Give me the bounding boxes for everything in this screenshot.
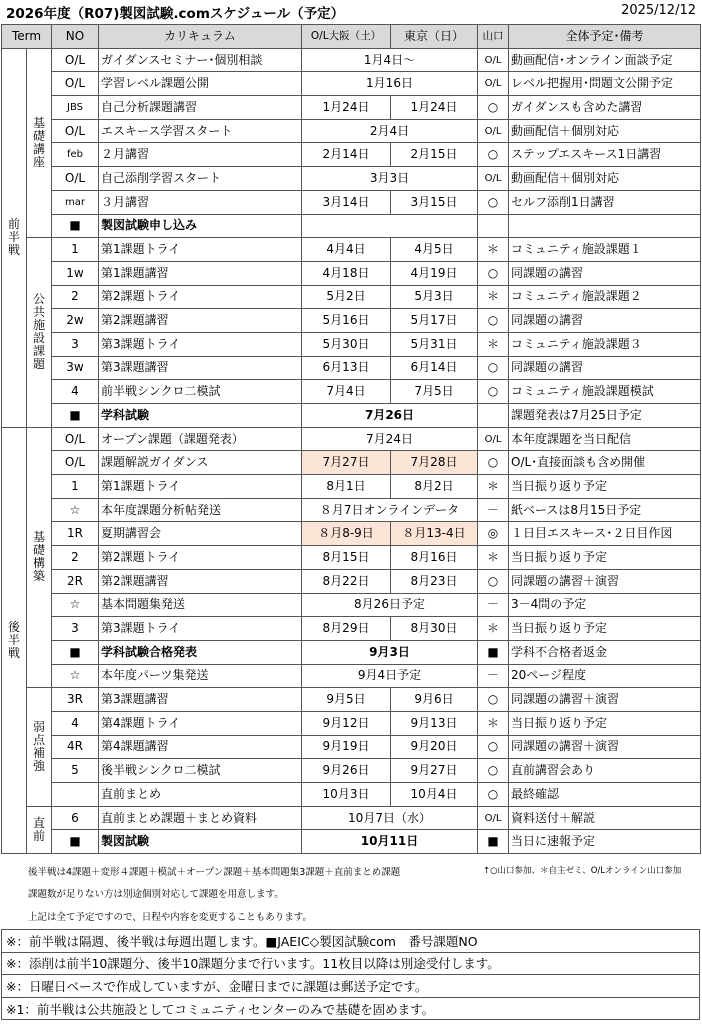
table-row	[2, 356, 701, 380]
row-no	[52, 783, 99, 807]
row-curriculum: 第3課題講習	[99, 688, 302, 712]
row-no: 2	[52, 546, 99, 570]
row-no: 3R	[52, 688, 99, 712]
row-date-osaka: 9月26日	[302, 759, 391, 783]
row-date-osaka: 10月3日	[302, 783, 391, 807]
row-curriculum: 製図試験	[99, 830, 302, 854]
row-remarks: 20ページ程度	[509, 664, 701, 688]
table-row	[2, 332, 701, 356]
footnote-1: ※：前半戦は隔週、後半戦は毎週出題します。■JAEIC◇製図試験com 番号課題NO	[2, 930, 700, 953]
row-date-span: 10月7日（水）	[302, 806, 478, 830]
row-curriculum: 前半戦シンクロ二模試	[99, 380, 302, 404]
row-curriculum: 第1課題トライ	[99, 475, 302, 499]
row-yamaguchi: O/L	[478, 427, 509, 451]
row-yamaguchi: ○	[478, 380, 509, 404]
row-date-span: 1月16日	[302, 72, 478, 96]
row-date-tokyo: 5月17日	[391, 309, 478, 333]
row-remarks: 動画配信･オンライン面談予定	[509, 48, 701, 72]
row-curriculum: 第2課題講習	[99, 569, 302, 593]
row-date-tokyo: 10月4日	[391, 783, 478, 807]
row-curriculum: 第2課題トライ	[99, 546, 302, 570]
page-title: 2026年度（R07)製図試験.comスケジュール（予定）	[6, 6, 345, 22]
row-date-tokyo: 3月15日	[391, 190, 478, 214]
row-date-span: ８月7日オンラインデータ	[302, 498, 478, 522]
row-date-tokyo: 8月16日	[391, 546, 478, 570]
row-remarks: コミュニティ施設課題３	[509, 332, 701, 356]
row-date-tokyo: 6月14日	[391, 356, 478, 380]
row-curriculum: 課題解説ガイダンス	[99, 451, 302, 475]
row-remarks: 当日振り返り予定	[509, 711, 701, 735]
table-row	[2, 593, 701, 617]
row-date-tokyo: 8月30日	[391, 617, 478, 641]
row-date-osaka: 8月22日	[302, 569, 391, 593]
row-date-tokyo: 5月3日	[391, 285, 478, 309]
table-row	[2, 96, 701, 120]
table-header	[2, 25, 701, 49]
row-yamaguchi: ■	[478, 640, 509, 664]
row-date-osaka: 5月16日	[302, 309, 391, 333]
row-no: mar	[52, 190, 99, 214]
row-date-osaka: 9月5日	[302, 688, 391, 712]
row-no: 1	[52, 475, 99, 499]
row-date-tokyo: 9月13日	[391, 711, 478, 735]
section-jakuten: 弱 点 補 強	[27, 688, 52, 806]
row-date-osaka: 1月24日	[302, 96, 391, 120]
row-remarks: １日目エスキース･２日目作図	[509, 522, 701, 546]
row-date-span: 10月11日	[302, 830, 478, 854]
row-date-osaka: 4月18日	[302, 261, 391, 285]
table-row	[2, 285, 701, 309]
row-remarks: 当日振り返り予定	[509, 475, 701, 499]
note-individual: 課題数が足りない方は別途個別対応して課題を用意します。	[28, 889, 284, 900]
row-curriculum: 第4課題講習	[99, 735, 302, 759]
table-row	[2, 735, 701, 759]
row-curriculum: 自己添削学習スタート	[99, 167, 302, 191]
table-row	[2, 806, 701, 830]
row-curriculum: 直前まとめ課題＋まとめ資料	[99, 806, 302, 830]
row-curriculum: エスキース学習スタート	[99, 119, 302, 143]
row-date-osaka: 4月4日	[302, 238, 391, 262]
row-date-osaka: 3月14日	[302, 190, 391, 214]
row-no: ■	[52, 214, 99, 238]
table-row	[2, 498, 701, 522]
note-legend: ↑○山口参加、＊自主ゼミ、O/Lオンライン山口参加	[483, 866, 682, 876]
note-change: 上記は全て予定ですので、日程や内容を変更することもあります。	[28, 912, 313, 923]
row-yamaguchi: ○	[478, 451, 509, 475]
row-date-span: 9月4日予定	[302, 664, 478, 688]
issue-date: 2025/12/12	[621, 3, 696, 18]
note-tasks: 後半戦は4課題＋変形４課題＋模試＋オープン課題＋基本問題集3課題＋直前まとめ課題	[28, 867, 401, 878]
row-yamaguchi: O/L	[478, 167, 509, 191]
row-no: 2R	[52, 569, 99, 593]
row-curriculum: 直前まとめ	[99, 783, 302, 807]
table-row	[2, 830, 701, 854]
row-yamaguchi: ○	[478, 759, 509, 783]
row-no: 4	[52, 380, 99, 404]
row-yamaguchi	[478, 214, 509, 238]
table-row	[2, 759, 701, 783]
row-remarks: 当日に速報予定	[509, 830, 701, 854]
row-yamaguchi: ＊	[478, 475, 509, 499]
row-curriculum: 後半戦シンクロ二模試	[99, 759, 302, 783]
row-curriculum: 第3課題トライ	[99, 332, 302, 356]
row-date-osaka: 2月14日	[302, 143, 391, 167]
header	[0, 0, 702, 24]
row-date-osaka: 6月13日	[302, 356, 391, 380]
row-remarks: 学科不合格者返金	[509, 640, 701, 664]
row-date-tokyo: 9月20日	[391, 735, 478, 759]
row-remarks: 資料送付＋解説	[509, 806, 701, 830]
table-row	[2, 664, 701, 688]
row-yamaguchi: ○	[478, 190, 509, 214]
table-row	[2, 451, 701, 475]
row-yamaguchi: ＊	[478, 546, 509, 570]
table-row	[2, 119, 701, 143]
row-yamaguchi: ＊	[478, 332, 509, 356]
row-remarks: 本年度課題を当日配信	[509, 427, 701, 451]
row-date-tokyo: ８月13-4日	[391, 522, 478, 546]
section-kiso-kochiku: 基 礎 構 築	[27, 427, 52, 688]
row-date-tokyo: 9月6日	[391, 688, 478, 712]
table-row	[2, 261, 701, 285]
table-row	[2, 427, 701, 451]
table-row	[2, 238, 701, 262]
row-date-osaka: 7月4日	[302, 380, 391, 404]
row-curriculum: オープン課題（課題発表）	[99, 427, 302, 451]
row-curriculum: 第1課題講習	[99, 261, 302, 285]
row-curriculum: 学習レベル課題公開	[99, 72, 302, 96]
row-yamaguchi: －	[478, 498, 509, 522]
row-date-span: 8月26日予定	[302, 593, 478, 617]
row-yamaguchi: O/L	[478, 72, 509, 96]
row-curriculum: 第2課題講習	[99, 309, 302, 333]
footnote-3: ※：日曜日ベースで作成していますが、金曜日までに課題は郵送予定です。	[2, 975, 700, 998]
row-remarks: 当日振り返り予定	[509, 546, 701, 570]
row-date-tokyo: 5月31日	[391, 332, 478, 356]
row-remarks: 課題発表は7月25日予定	[509, 404, 701, 428]
row-date-tokyo: 9月27日	[391, 759, 478, 783]
row-yamaguchi: O/L	[478, 48, 509, 72]
table-row	[2, 380, 701, 404]
row-remarks: セルフ添削1日講習	[509, 190, 701, 214]
row-no: 1R	[52, 522, 99, 546]
row-remarks: 同課題の講習	[509, 309, 701, 333]
row-remarks: コミュニティ施設課題１	[509, 238, 701, 262]
row-no: 4R	[52, 735, 99, 759]
section-kokyo: 公 共 施 設 課 題	[27, 238, 52, 428]
table-row	[2, 617, 701, 641]
row-date-tokyo: 4月5日	[391, 238, 478, 262]
row-yamaguchi: ○	[478, 688, 509, 712]
table-row	[2, 711, 701, 735]
row-remarks: 動画配信＋個別対応	[509, 119, 701, 143]
row-remarks: 動画配信＋個別対応	[509, 167, 701, 191]
row-date-osaka: 8月15日	[302, 546, 391, 570]
row-remarks: O/L･直接面談も含め開催	[509, 451, 701, 475]
row-date-tokyo: 7月5日	[391, 380, 478, 404]
table-row	[2, 688, 701, 712]
row-no: 1w	[52, 261, 99, 285]
row-no: O/L	[52, 72, 99, 96]
row-no: JBS	[52, 96, 99, 120]
row-date-osaka: 8月29日	[302, 617, 391, 641]
row-remarks: レベル把握用･問題文公開予定	[509, 72, 701, 96]
row-yamaguchi: ■	[478, 830, 509, 854]
row-date-osaka: 5月2日	[302, 285, 391, 309]
row-no: 6	[52, 806, 99, 830]
row-remarks: 直前講習会あり	[509, 759, 701, 783]
row-date-osaka: 5月30日	[302, 332, 391, 356]
row-yamaguchi: O/L	[478, 119, 509, 143]
row-remarks: ステップエスキース1日講習	[509, 143, 701, 167]
row-yamaguchi: ○	[478, 96, 509, 120]
row-no: ■	[52, 404, 99, 428]
row-yamaguchi: ＊	[478, 711, 509, 735]
row-date-osaka: ８月8-9日	[302, 522, 391, 546]
row-yamaguchi: ＊	[478, 617, 509, 641]
section-kiso-koza: 基 礎 講 座	[27, 48, 52, 238]
row-date-span	[302, 214, 478, 238]
row-yamaguchi: ○	[478, 261, 509, 285]
header-no: NO	[52, 25, 99, 49]
row-remarks: 紙ベースは8月15日予定	[509, 498, 701, 522]
row-no: O/L	[52, 451, 99, 475]
row-yamaguchi: ○	[478, 783, 509, 807]
row-no: O/L	[52, 48, 99, 72]
row-no: 4	[52, 711, 99, 735]
table-row	[2, 214, 701, 238]
table-row	[2, 72, 701, 96]
row-no: 3w	[52, 356, 99, 380]
row-remarks: コミュニティ施設課題２	[509, 285, 701, 309]
footnotes-table	[1, 929, 700, 1020]
footnote-4: ※1：前半戦は公共施設としてコミュニティセンターのみで基礎を固めます。	[2, 997, 700, 1020]
term-second-half: 後 半 戦	[2, 427, 27, 853]
table-row	[2, 783, 701, 807]
footnote-2: ※：添削は前半10課題分、後半10課題分まで行います。11枚目以降は別途受付します。	[2, 952, 700, 975]
table-row	[2, 309, 701, 333]
row-yamaguchi: －	[478, 664, 509, 688]
section-chokuzen: 直 前	[27, 806, 52, 853]
row-remarks: 同課題の講習	[509, 356, 701, 380]
row-no: 2	[52, 285, 99, 309]
row-curriculum: 第3課題講習	[99, 356, 302, 380]
table-row	[2, 522, 701, 546]
row-date-osaka: 9月19日	[302, 735, 391, 759]
row-curriculum: 第1課題トライ	[99, 238, 302, 262]
row-remarks: 同課題の講習＋演習	[509, 569, 701, 593]
table-row	[2, 404, 701, 428]
table-row	[2, 640, 701, 664]
table-row	[2, 143, 701, 167]
row-yamaguchi: ○	[478, 569, 509, 593]
row-yamaguchi: ○	[478, 143, 509, 167]
header-term: Term	[2, 25, 52, 49]
row-curriculum: 学科試験合格発表	[99, 640, 302, 664]
row-curriculum: 第3課題トライ	[99, 617, 302, 641]
row-yamaguchi: ○	[478, 309, 509, 333]
row-date-span: 7月26日	[302, 404, 478, 428]
row-curriculum: 本年度課題分析帖発送	[99, 498, 302, 522]
row-no: ☆	[52, 498, 99, 522]
row-no: ☆	[52, 593, 99, 617]
row-curriculum: ガイダンスセミナー･個別相談	[99, 48, 302, 72]
row-date-osaka: 8月1日	[302, 475, 391, 499]
row-remarks: 同課題の講習	[509, 261, 701, 285]
row-date-span: 1月4日〜	[302, 48, 478, 72]
row-yamaguchi: ○	[478, 356, 509, 380]
row-date-span: 9月3日	[302, 640, 478, 664]
header-remarks: 全体予定･備考	[509, 25, 701, 49]
row-curriculum: ２月講習	[99, 143, 302, 167]
row-yamaguchi: ＊	[478, 285, 509, 309]
table-row	[2, 48, 701, 72]
row-curriculum: 夏期講習会	[99, 522, 302, 546]
row-remarks	[509, 214, 701, 238]
row-date-span: 3月3日	[302, 167, 478, 191]
row-date-osaka: 7月27日	[302, 451, 391, 475]
row-date-tokyo: 8月2日	[391, 475, 478, 499]
row-curriculum: 第2課題トライ	[99, 285, 302, 309]
term-first-half: 前 半 戦	[2, 48, 27, 427]
row-date-tokyo: 8月23日	[391, 569, 478, 593]
row-date-span: 2月4日	[302, 119, 478, 143]
row-no: feb	[52, 143, 99, 167]
row-no: 1	[52, 238, 99, 262]
row-curriculum: 自己分析課題講習	[99, 96, 302, 120]
row-no: O/L	[52, 119, 99, 143]
row-remarks: 当日振り返り予定	[509, 617, 701, 641]
row-curriculum: ３月講習	[99, 190, 302, 214]
row-no: O/L	[52, 427, 99, 451]
row-curriculum: 基本問題集発送	[99, 593, 302, 617]
row-yamaguchi	[478, 404, 509, 428]
row-yamaguchi: ○	[478, 735, 509, 759]
table-row	[2, 167, 701, 191]
row-no: ■	[52, 830, 99, 854]
row-yamaguchi: ◎	[478, 522, 509, 546]
table-row	[2, 475, 701, 499]
row-yamaguchi: －	[478, 593, 509, 617]
row-curriculum: 学科試験	[99, 404, 302, 428]
row-remarks: 3－4問の予定	[509, 593, 701, 617]
row-remarks: 同課題の講習＋演習	[509, 688, 701, 712]
row-curriculum: 本年度パーツ集発送	[99, 664, 302, 688]
row-date-osaka: 9月12日	[302, 711, 391, 735]
row-remarks: 同課題の講習＋演習	[509, 735, 701, 759]
row-yamaguchi: ＊	[478, 238, 509, 262]
row-curriculum: 製図試験申し込み	[99, 214, 302, 238]
row-date-tokyo: 1月24日	[391, 96, 478, 120]
row-no: 5	[52, 759, 99, 783]
row-remarks: ガイダンスも含めた講習	[509, 96, 701, 120]
row-no: 3	[52, 332, 99, 356]
row-no: O/L	[52, 167, 99, 191]
header-yamaguchi: 山口	[478, 25, 509, 49]
table-row	[2, 190, 701, 214]
header-curriculum: カリキュラム	[99, 25, 302, 49]
row-date-tokyo: 2月15日	[391, 143, 478, 167]
table-row	[2, 546, 701, 570]
header-tokyo: 東京（日）	[391, 25, 478, 49]
row-yamaguchi: O/L	[478, 806, 509, 830]
row-remarks: コミュニティ施設課題模試	[509, 380, 701, 404]
header-osaka: O/L大阪（土）	[302, 25, 391, 49]
row-no: 3	[52, 617, 99, 641]
row-curriculum: 第4課題トライ	[99, 711, 302, 735]
row-date-tokyo: 4月19日	[391, 261, 478, 285]
row-no: ■	[52, 640, 99, 664]
table-row	[2, 569, 701, 593]
row-date-tokyo: 7月28日	[391, 451, 478, 475]
row-date-span: 7月24日	[302, 427, 478, 451]
row-no: 2w	[52, 309, 99, 333]
row-remarks: 最終確認	[509, 783, 701, 807]
schedule-table	[1, 24, 701, 854]
row-no: ☆	[52, 664, 99, 688]
